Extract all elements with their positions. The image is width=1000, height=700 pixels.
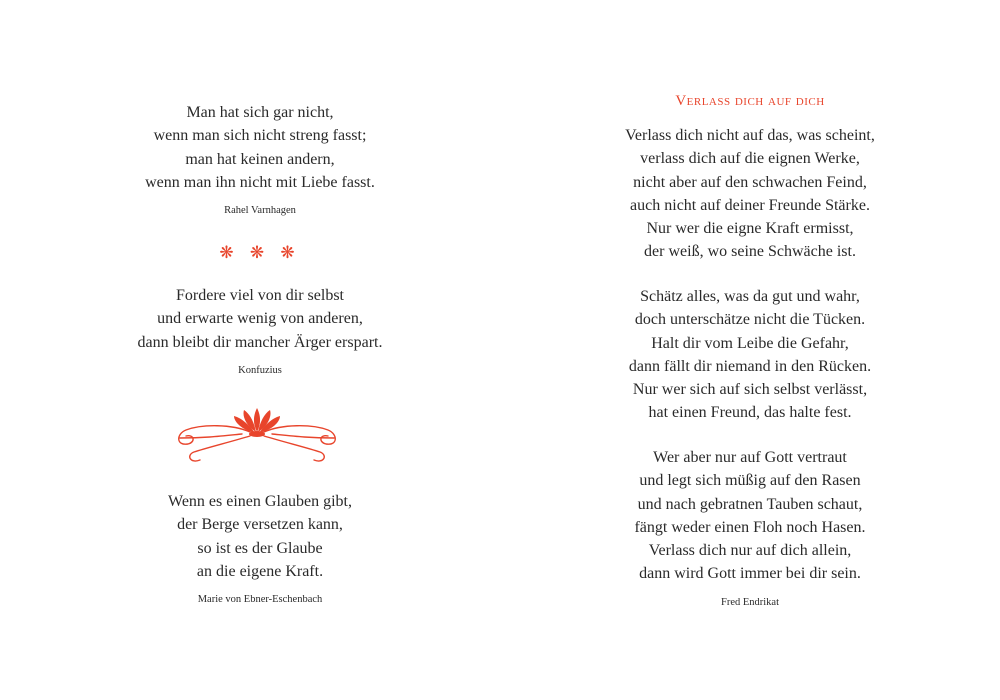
right-page [500,0,1000,700]
poem-stanza-1 [500,124,1000,264]
poem-line: fängt weder einen Floh noch Hasen. [634,518,866,536]
poem-line: Verlass dich nicht auf das, was scheint, [625,127,875,144]
quote-line: an die eigene Kraft. [196,562,324,580]
poem-line: doch unterschätze nicht die Tücken. [634,311,866,329]
separator-stars: ❋ ❋ ❋ [219,243,301,262]
poem-line: und nach gebratnen Tauben schaut, [637,495,863,513]
quote-line: wenn man sich nicht streng fasst; [153,127,367,145]
poem-line: der weiß, wo seine Schwäche ist. [644,243,856,261]
poem-author: Fred Endrikat [720,596,780,608]
poem-line: Nur wer die eigne Kraft ermisst, [646,220,854,238]
quote-line: wenn man ihn nicht mit Liebe fasst. [145,173,375,191]
quote-line: man hat keinen andern, [185,150,335,168]
poem-line: Wer aber nur auf Gott vertraut [653,449,847,466]
poem-line: Verlass dich nur auf dich allein, [648,542,852,560]
poem-line: Nur wer sich auf sich selbst verlässt, [632,381,868,399]
quote-rahel-varnhagen [0,101,520,218]
quote-author: Konfuzius [238,364,282,376]
poem-line: hat einen Freund, das halte fest. [648,404,852,422]
poem-line: verlass dich auf die eignen Werke, [640,150,860,168]
quote-line: und erwarte wenig von anderen, [157,310,363,328]
poem-title: Verlass dich auf dich [675,93,825,109]
quote-line: Man hat sich gar nicht, [186,104,334,121]
poem-line: dann wird Gott immer bei dir sein. [639,565,861,583]
quote-konfuzius [0,284,520,378]
poem-stanza-2 [500,285,1000,425]
quote-line: so ist es der Glaube [197,539,323,557]
poem-line: Halt dir vom Leibe die Gefahr, [651,334,849,352]
poem-line: nicht aber auf den schwachen Feind, [633,173,867,191]
quote-line: Fordere viel von dir selbst [176,287,344,304]
quote-author: Marie von Ebner-Eschenbach [197,594,323,606]
poem-line: auch nicht auf deiner Freunde Stärke. [630,196,870,214]
poem-stanza-3 [500,446,1000,610]
quote-ebner-eschenbach [0,490,520,607]
poem-line: und legt sich müßig auf den Rasen [639,472,861,490]
poem-line: dann fällt dir niemand in den Rücken. [628,357,872,375]
quote-line: der Berge versetzen kann, [177,516,343,534]
flourish-ornament-icon [172,402,342,466]
poem-line: Schätz alles, was da gut und wahr, [640,288,860,305]
quote-line: Wenn es einen Glauben gibt, [168,493,352,510]
quote-line: dann bleibt dir mancher Ärger erspart. [137,333,383,351]
quote-author: Rahel Varnhagen [224,205,296,217]
